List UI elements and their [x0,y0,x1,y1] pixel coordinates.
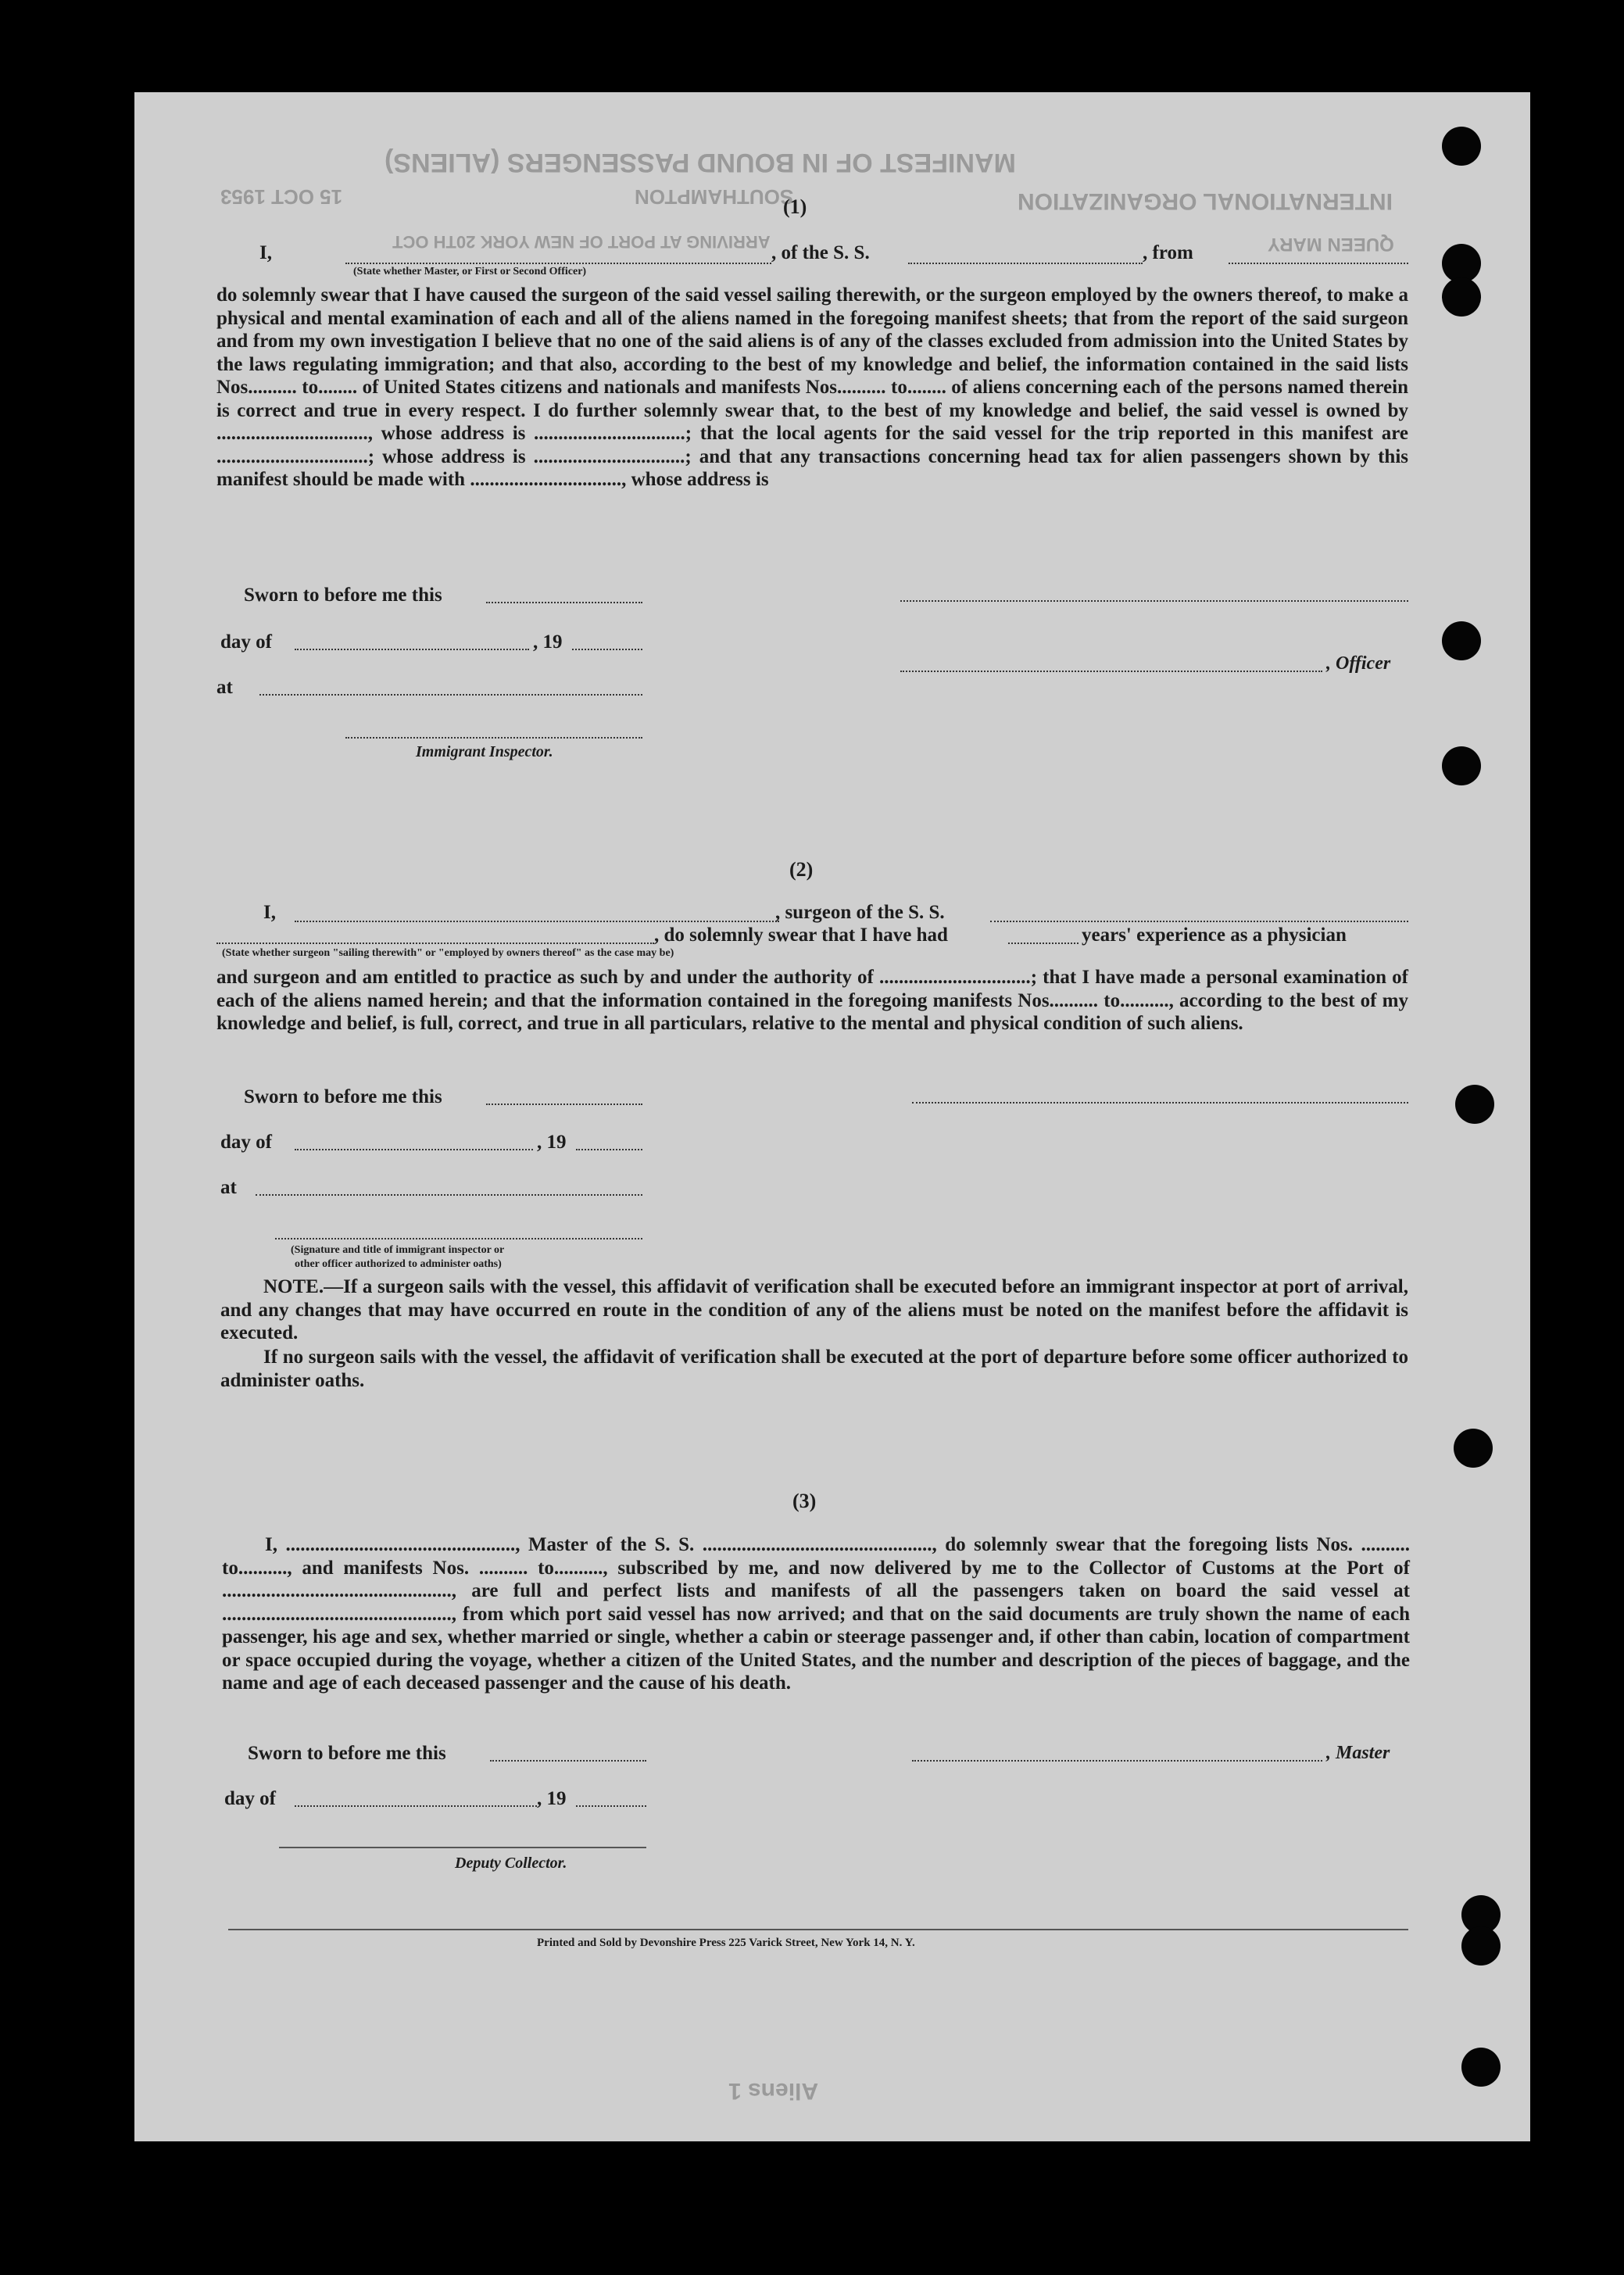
binder-hole [1442,621,1481,660]
section1-officer-label: , Officer [1326,653,1391,674]
section1-year-field[interactable] [572,649,642,650]
section2-note-text: NOTE.—If a surgeon sails with the vessel, this affidavit of verification shall be executed before an immigrant inspector at port of arrival, and any changes that may have occurred en route in the condition of any of the aliens must be noted on the manifest before the affidavit is executed. [220,1276,1408,1343]
section2-ship-field[interactable] [990,921,1408,922]
ghost-header-from: SOUTHAMPTON [635,185,794,209]
section1-at-field[interactable] [259,694,642,696]
section2-surgeon-of: , surgeon of the S. S. [775,902,945,923]
section2-at: at [220,1177,237,1198]
section1-officer-signature-top[interactable] [900,600,1408,602]
section1-from-field[interactable] [1229,263,1408,264]
section2-surgeon-note: (State whether surgeon "sailing therewith" or "employed by owners thereof" as the case may be) [222,947,674,959]
section2-at-field[interactable] [256,1194,642,1196]
section2-years-field[interactable] [1008,943,1078,944]
section1-officer-signature[interactable] [900,671,1322,672]
section3-collector-signature[interactable] [279,1847,646,1848]
section3-master-signature[interactable] [912,1760,1322,1762]
section2-sig-note1: (Signature and title of immigrant inspector or [291,1244,505,1256]
section3-master-label: , Master [1326,1743,1390,1763]
section2-oath-text: and surgeon and am entitled to practice as such by and under the authority of ...............................; that I have made a personal examination of each of the aliens named herein; and that the information contained in the foregoing manifests Nos.......... to.........., according to the best of my knowledge and belief, is full, correct, and true in all particulars, relative to the mental and physical condition of such aliens. [216,967,1408,1034]
section1-sworn: Sworn to before me this [244,585,442,606]
section2-swear: , do solemnly swear that I have had [654,925,948,946]
binder-hole [1442,746,1481,785]
section2-day-of: day of [220,1132,272,1153]
binder-hole [1455,1085,1494,1124]
section1-officer-field[interactable] [345,263,771,264]
section1-oath-text: do solemnly swear that I have caused the surgeon of the said vessel sailing therewith, or the surgeon employed by the owners thereof, to make a physical and mental examination of each and all of the aliens named in the foregoing manifest sheets; that from the report of the said surgeon and from my own investigation I believe that no one of the said aliens is of any of the classes excluded from admission into the United States by the laws regulating immigration; and that also, according to the best of my knowledge and belief, the information contained in the said lists Nos.......... to........ of United States citizens and nationals and manifests Nos.......... to........ of aliens concerning each of the persons named therein is correct and true in every respect. I do further solemnly swear that, to the best of my knowledge and belief, the said vessel is owned by ..............................., whose address is ...............................; that the local agents for the said vessel for the trip reported in this manifest are ...............................; whose address is ...............................; and that any transactions concerning head tax for alien passengers shown by this manifest should be made with ..............................., whose address is [216,284,1408,490]
section2-i: I, [263,902,276,923]
section1-officer-note: (State whether Master, or First or Second Officer) [353,266,587,277]
ghost-header-line1: MANIFEST OF IN BOUND PASSENGERS (ALIENS) [385,148,1016,177]
section1-ship-field[interactable] [908,263,1143,264]
section1-ss: , of the S. S. [771,242,870,263]
section2-note-text-2: If no surgeon sails with the vessel, the affidavit of verification shall be executed at the port of departure before some officer authorized to administer oaths. [220,1347,1408,1391]
section2-sworn-field[interactable] [486,1104,642,1105]
section3-nineteen: , 19 [537,1788,567,1809]
section2-sig-note2: other officer authorized to administer oaths) [295,1258,502,1270]
section3-day-of: day of [224,1788,276,1809]
section2-inspector-signature[interactable] [275,1238,642,1239]
binder-hole [1442,277,1481,317]
section3-year-field[interactable] [576,1805,646,1807]
section2-surgeon-type-field[interactable] [216,943,654,944]
section3-oath-text: I, ..............................................., Master of the S. S. ..............................................., do solemnly swear that the foregoing lists Nos. .......... to.........., and manifests Nos. .......... to.........., subscribed by me, and now delivered by me to the Collector of Customs at the Port of ..............................................., are full and perfect lists and manifests of all the passengers taken on board the said vessel at ..............................................., from which port said vessel has now arrived; and that on the said documents are truly shown the name of each passenger, his age and sex, whether married or single, whether a cabin or steerage passenger and, if other than cabin, location of compartment or space occupied during the voyage, whether a citizen of the United States, and the number and description of the pieces of baggage, and the name and age of each deceased passenger and the cause of his death. [222,1534,1410,1694]
section2-surgeon-name-field[interactable] [295,921,779,922]
section2-day-field[interactable] [295,1149,533,1150]
binder-hole [1442,127,1481,166]
section3-collector-label: Deputy Collector. [455,1855,567,1872]
ghost-header-line3: ARRIVING AT PORT OF NEW YORK 20TH OCT [392,232,771,252]
ghost-bottom-text: Aliens 1 [728,2078,819,2104]
section1-i: I, [259,242,272,263]
section2-year-field[interactable] [576,1149,642,1150]
ghost-header-line2: INTERNATIONAL ORGANIZATION [1018,188,1393,214]
ghost-header-ship: QUEEN MARY [1268,234,1394,255]
section3-day-field[interactable] [295,1805,537,1807]
binder-hole [1454,1429,1493,1468]
section3-sworn-field[interactable] [490,1760,646,1762]
binder-hole [1461,1926,1501,1966]
binder-hole [1461,2048,1501,2087]
section3-sworn: Sworn to before me this [248,1743,446,1764]
manifest-page [134,92,1530,2141]
footer-rule [228,1929,1408,1930]
section1-inspector-signature[interactable] [345,737,642,739]
section2-years: years' experience as a physician [1082,925,1347,946]
section1-nineteen: , 19 [533,631,563,653]
ghost-header-date: 15 OCT 1953 [220,185,343,209]
section3-number: (3) [792,1490,817,1512]
section2-nineteen: , 19 [537,1132,567,1153]
section2-signature-field[interactable] [912,1102,1408,1104]
section2-sworn: Sworn to before me this [244,1086,442,1107]
section1-from: , from [1143,242,1193,263]
footer-printer: Printed and Sold by Devonshire Press 225 Varick Street, New York 14, N. Y. [537,1937,915,1949]
section1-inspector-label: Immigrant Inspector. [416,743,553,760]
section1-sworn-field[interactable] [486,602,642,603]
section1-day-field[interactable] [295,649,529,650]
section1-day-of: day of [220,631,272,653]
section2-number: (2) [789,858,814,881]
section1-number: (1) [783,195,807,218]
section1-at: at [216,677,233,698]
